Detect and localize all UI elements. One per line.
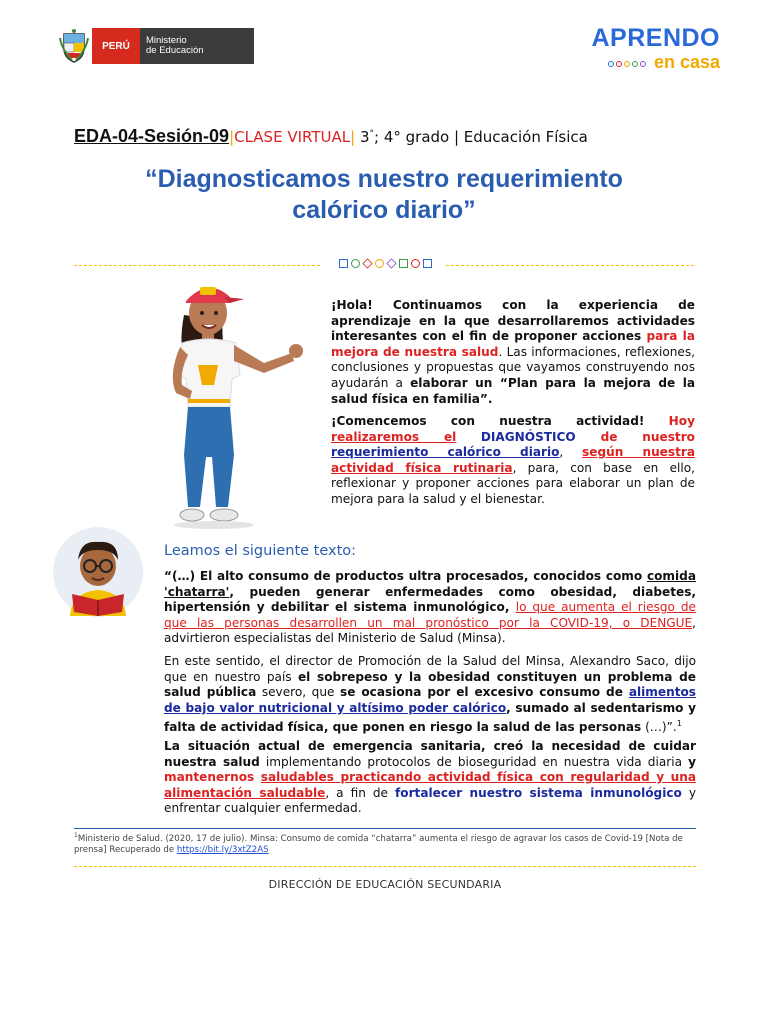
footnote-link[interactable]: https://bit.ly/3xtZ2AS (176, 844, 269, 855)
intro1-text-a: ¡Hola! Continuamos con la experiencia de aprendizaje en la que desarrollaremos actividades interesantes con el fin de proponer acciones (331, 298, 695, 344)
read1-text-e: , advirtieron especialistas del Ministerio de Salud (Minsa). (164, 615, 696, 646)
read3-fortalecer: fortalecer nuestro sistema inmunológico (395, 785, 682, 800)
intro2-lead: ¡Comencemos con nuestra actividad! (331, 414, 669, 428)
grade-sup: ° (369, 129, 374, 139)
reading-paragraph-1 (164, 569, 696, 647)
peru-label: PERÚ (92, 28, 140, 64)
intro2-diagnostico: DIAGNÓSTICO (480, 429, 576, 444)
intro1-highlight: para la mejora de nuestra salud (331, 329, 695, 359)
session-type: CLASE VIRTUAL (234, 128, 351, 146)
brand-subtitle-row (570, 52, 720, 71)
read2-text-c: severo, que (256, 685, 341, 700)
read1-text-c: , pueden generar enfermedades como obesidad, diabetes, hipertensión y debilitar el sistema inmunológico, (164, 584, 696, 615)
footnote-number: 1 (74, 832, 78, 839)
read2-sedentarismo: , sumado al sedentarismo y falta de actividad física, que ponen en riesgo la salud de las personas (164, 700, 696, 735)
read1-comida-chatarra: comida 'chatarra' (164, 569, 696, 599)
read2-sobrepeso: el sobrepeso y la obesidad constituyen un problema de salud pública (164, 669, 696, 700)
peru-coat-of-arms-icon (58, 28, 90, 64)
separator-bar: | (229, 128, 235, 146)
footer-divider (74, 866, 696, 867)
brand-shapes-icon (608, 52, 648, 71)
ministry-label: Ministerio de Educación (140, 28, 254, 64)
read2-alimentos: alimentos de bajo valor nutricional y altísimo poder calórico (164, 685, 696, 715)
brand-title: APRENDO (591, 24, 720, 52)
read3-mantenernos: mantenernos (164, 770, 261, 785)
title-line-2: calórico diario” (292, 196, 476, 224)
intro2-actividad: según nuestra actividad física rutinaria (331, 445, 695, 475)
read3-text-f: , a fin de (325, 785, 395, 800)
separator-bar: | (350, 128, 356, 146)
reading-boy-illustration (52, 526, 144, 618)
intro1-plan-text: elaborar un “Plan para la mejora de la salud física en familia”. (331, 375, 696, 406)
read3-text-b: implementando protocolos de bioseguridad en nuestra vida diaria (259, 754, 689, 769)
grade-prefix: 3 (359, 128, 370, 146)
read2-text-a: En este sentido, el director de Promoción de la Salud del Minsa, Alexandro Saco, dijo que en nuestro país (164, 654, 696, 684)
session-code: EDA-04-Sesión-09 (74, 126, 230, 146)
read1-text-a: “(…) El alto consumo de productos ultra procesados, conocidos como (164, 569, 647, 583)
reading-paragraph-3 (164, 739, 696, 817)
brand-subtitle: en casa (653, 51, 720, 72)
girl-illustration (164, 275, 314, 535)
intro2-text-end: , para, con base en ello, reflexionar y proponer acciones para elaborar un plan de mejora para la salud y el bienestar. (331, 460, 695, 506)
footnote-ref: 1 (676, 719, 682, 729)
intro-paragraph-2 (331, 414, 695, 508)
intro2-comma: , (559, 445, 583, 460)
read1-riesgo: lo que aumenta el riesgo de que las personas desarrollen un mal pronóstico por la COVID-19, o DENGUE (164, 600, 696, 630)
page-title (84, 164, 684, 226)
title-line-1: “Diagnosticamos nuestro requerimiento (145, 165, 623, 193)
reading-paragraph-2 (164, 654, 696, 736)
intro2-realizaremos: realizaremos el (331, 429, 457, 444)
intro1-text-c: . Las informaciones, reflexiones, conclusiones y propuestas que vayamos construyendo nos ayudarán a (331, 344, 696, 390)
session-line (74, 126, 714, 147)
read3-text-a: La situación actual de emergencia sanitaria, creó la necesidad de cuidar nuestra salud (164, 739, 696, 769)
reading-section-title: Leamos el siguiente texto: (164, 543, 357, 559)
grade-info: ; 4° grado | Educación Física (374, 128, 588, 146)
read2-text-g: (…)”. (641, 720, 677, 735)
read3-y: y (688, 754, 697, 769)
footer-text: DIRECCIÓN DE EDUCACIÓN SECUNDARIA (268, 878, 502, 891)
read3-text-h: y enfrentar cualquier enfermedad. (164, 785, 696, 816)
aprendo-en-casa-logo (570, 24, 720, 74)
intro2-de-nuestro: de nuestro (575, 429, 695, 444)
read3-saludables: saludables practicando actividad física con regularidad y una alimentación saludable (164, 770, 696, 800)
dotted-divider-left (74, 265, 320, 266)
intro2-hoy: Hoy (668, 414, 695, 428)
footnote-text: Ministerio de Salud. (2020, 17 de julio). Minsa: Consumo de comida “chatarra” aumenta el riesgo de agravar los casos de Covid-19 [Nota de prensa] Recuperado de (74, 833, 683, 855)
minedu-logo (58, 28, 254, 64)
read2-ocasiona: se ocasiona por el excesivo consumo de (340, 685, 629, 700)
shapes-divider-icon (330, 259, 440, 271)
intro-paragraph-1 (331, 298, 695, 407)
footnote-divider (74, 828, 696, 829)
dotted-divider-right (446, 265, 694, 266)
intro2-requerimiento: requerimiento calórico diario (331, 445, 560, 460)
footnote (74, 830, 698, 856)
